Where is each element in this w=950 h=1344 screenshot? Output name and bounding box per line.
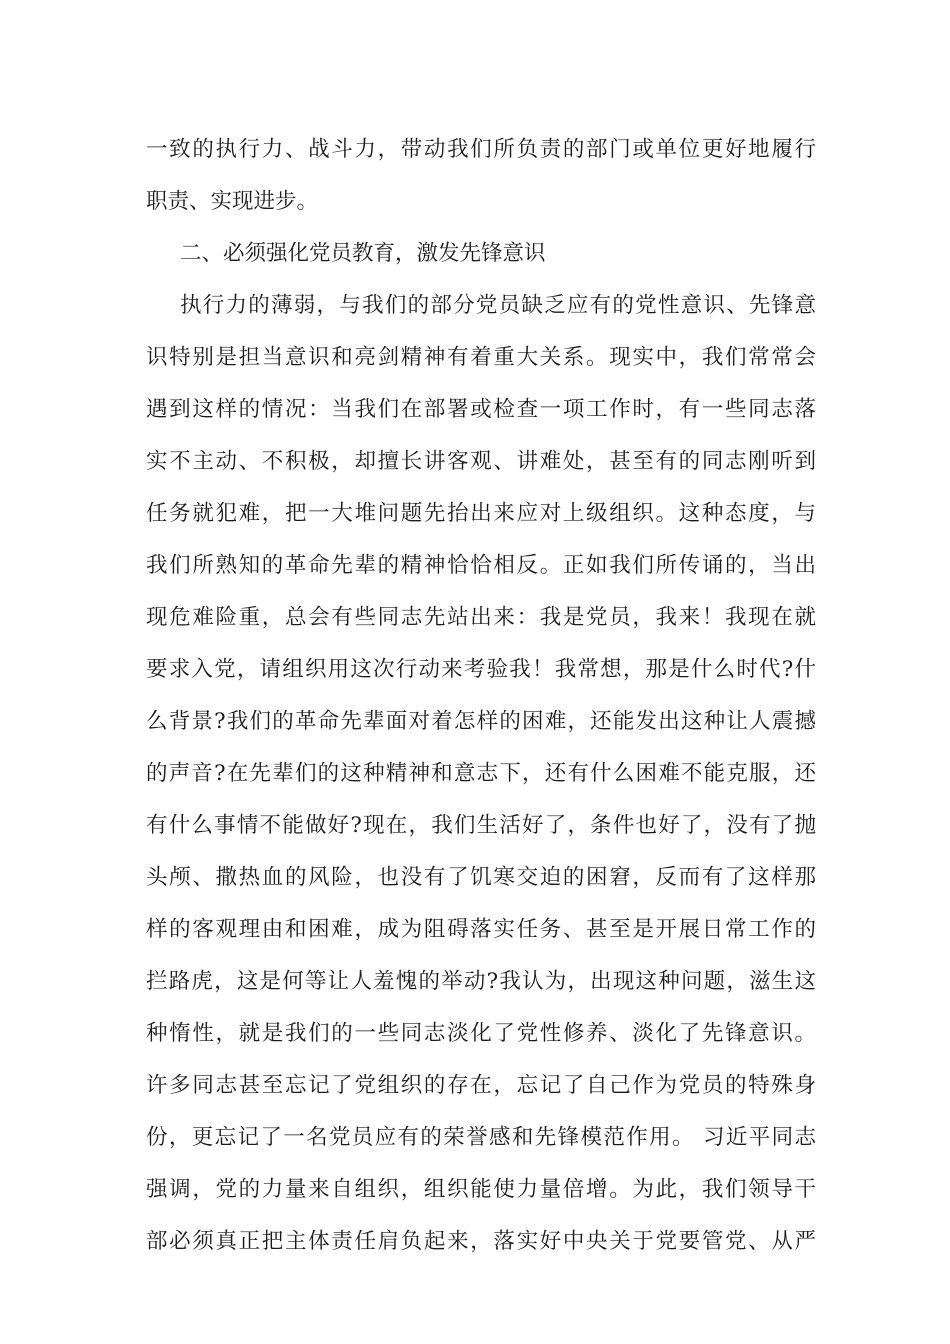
text-line-20: 份，更忘记了一名党员应有的荣誉感和先锋模范作用。 习近平同志 — [146, 1125, 816, 1150]
text-line-22: 部必须真正把主体责任肩负起来，落实好中央关于党要管党、从严 — [146, 1229, 816, 1254]
text-line-15: 头颅、撒热血的风险，也没有了饥寒交迫的困窘，反而有了这样那 — [146, 865, 816, 890]
text-line-13: 的声音?在先辈们的这种精神和意志下，还有什么困难不能克服，还 — [146, 761, 816, 786]
text-line-14: 有什么事情不能做好?现在，我们生活好了，条件也好了，没有了抛 — [146, 813, 816, 838]
text-line-6: 遇到这样的情况：当我们在部署或检查一项工作时，有一些同志落 — [146, 397, 816, 422]
text-line-8: 任务就犯难，把一大堆问题先抬出来应对上级组织。这种态度，与 — [146, 501, 816, 526]
text-line-17: 拦路虎，这是何等让人羞愧的举动?我认为，出现这种问题，滋生这 — [146, 969, 816, 994]
text-line-7: 实不主动、不积极，却擅长讲客观、讲难处，甚至有的同志刚听到 — [146, 449, 816, 474]
text-line-5: 识特别是担当意识和亮剑精神有着重大关系。现实中，我们常常会 — [146, 345, 816, 370]
text-line-18: 种惰性，就是我们的一些同志淡化了党性修养、淡化了先锋意识。 — [146, 1021, 816, 1046]
text-line-19: 许多同志甚至忘记了党组织的存在，忘记了自己作为党员的特殊身 — [146, 1073, 816, 1098]
text-line-21: 强调，党的力量来自组织，组织能使力量倍增。为此，我们领导干 — [146, 1177, 816, 1202]
text-line-1: 一致的执行力、战斗力，带动我们所负责的部门或单位更好地履行 — [146, 137, 816, 162]
text-line-10: 现危难险重，总会有些同志先站出来：我是党员，我来！我现在就 — [146, 605, 816, 630]
text-line-12: 么背景?我们的革命先辈面对着怎样的困难，还能发出这种让人震撼 — [146, 709, 816, 734]
section-heading: 二、必须强化党员教育，激发先锋意识 — [180, 241, 546, 266]
text-line-11: 要求入党，请组织用这次行动来考验我！我常想，那是什么时代?什 — [146, 657, 816, 682]
text-line-2: 职责、实现进步。 — [146, 189, 319, 214]
text-line-4: 执行力的薄弱，与我们的部分党员缺乏应有的党性意识、先锋意 — [180, 293, 816, 318]
text-line-9: 我们所熟知的革命先辈的精神恰恰相反。正如我们所传诵的，当出 — [146, 553, 816, 578]
text-line-16: 样的客观理由和困难，成为阻碍落实任务、甚至是开展日常工作的 — [146, 917, 816, 942]
